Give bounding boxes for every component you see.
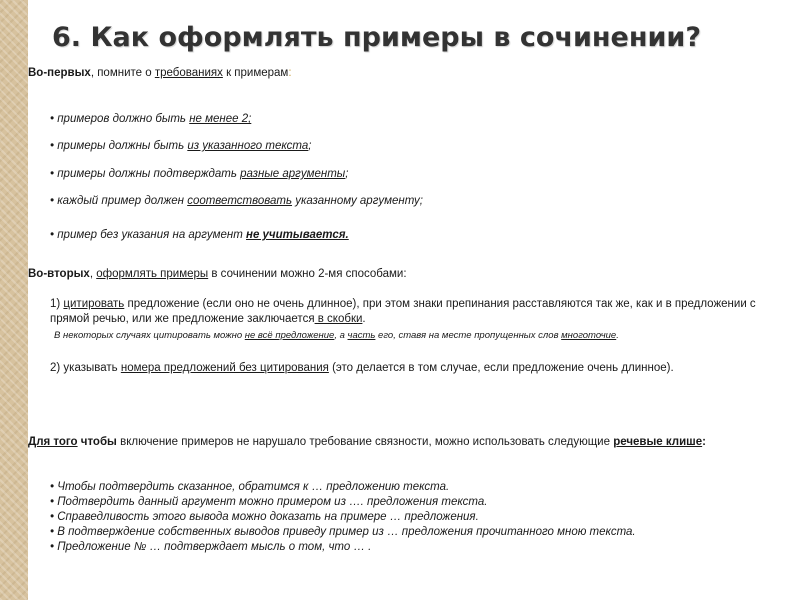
item-text: • примеры должны быть [50,140,188,152]
note-underlined: часть [347,330,376,341]
note-text: . [616,330,619,341]
second-lead-underlined: оформлять примеры [96,268,209,280]
item-text: • каждый пример должен [50,195,188,207]
way-one-number: 1) [50,298,64,310]
third-lead-bold-underlined: Для того [28,436,78,448]
note-text: , а [334,330,348,341]
item-underlined: из указанного текста [187,140,309,152]
cliche-item: • Подтвердить данный аргумент можно примером из …. предложения текста. [50,496,488,508]
note-text: В некоторых случаях цитировать можно [54,330,245,341]
item-text: • примеров должно быть [50,113,190,125]
way-one-underlined-2: в скобки [314,313,363,325]
third-lead-colon: : [702,436,706,448]
first-lead-colon: : [288,67,292,79]
cliche-item: • Справедливость этого вывода можно доказать на примере … предложения. [50,511,479,523]
way-two-underlined: номера предложений без цитирования [120,362,329,374]
item-underlined: разные аргументы [240,168,346,180]
cliche-item: • Предложение № … подтверждает мысль о том, что … . [50,541,372,553]
note-underlined: многоточие [561,330,617,341]
requirement-item [50,167,348,182]
item-text-end: ; [345,168,349,180]
note-text: его, ставя на месте пропущенных слов [375,330,562,341]
third-lead-cliche: речевые клише [613,436,703,448]
item-underlined: соответствовать [187,195,293,207]
first-lead [28,66,292,81]
cliche-item: • В подтверждение собственных выводов приведу пример из … предложения прочитанного мною текста. [50,526,636,538]
way-one-end: . [362,313,366,325]
slide-title: 6. Как оформлять примеры в сочинении? [52,22,702,53]
third-lead-text: включение примеров не нарушало требование связности, можно использовать следующие [116,436,614,448]
second-lead-comma: , [89,268,97,280]
second-lead-text: в сочинении можно 2-мя способами: [208,268,407,280]
way-two-text-end: (это делается в том случае, если предложение очень длинное). [328,362,674,374]
requirement-item [50,194,423,209]
second-lead [28,267,407,282]
item-text-end: указанному аргументу; [292,195,424,207]
way-one-underlined: цитировать [63,298,125,310]
requirement-item [50,139,311,154]
cliche-item: • Чтобы подтвердить сказанное, обратимся к … предложению текста. [50,481,450,493]
item-underlined: не учитывается. [246,229,349,241]
first-lead-bold: Во-первых [28,67,91,79]
item-underlined: не менее 2; [189,113,252,125]
third-lead [28,435,756,450]
first-lead-underlined: требованиях [154,67,223,79]
citation-note [54,328,619,343]
item-text: • примеры должны подтверждать [50,168,241,180]
third-lead-bold: чтобы [77,436,117,448]
way-one [50,297,770,327]
first-lead-end: к примерам [222,67,289,79]
way-two-text: 2) указывать [50,362,121,374]
first-lead-text: , помните о [90,67,155,79]
requirement-item [50,228,349,243]
item-text: • пример без указания на аргумент [50,229,246,241]
way-one-text: предложение (если оно не очень длинное), при этом знаки препинания расставляются так же, как и в предложении с прямой речью, или же предложение заключается [50,298,756,325]
item-text-end: ; [308,140,312,152]
requirement-item [50,112,251,127]
decorative-side-band [0,0,28,600]
way-two [50,361,674,376]
second-lead-bold: Во-вторых [28,268,90,280]
note-underlined: не всё предложение [244,330,335,341]
